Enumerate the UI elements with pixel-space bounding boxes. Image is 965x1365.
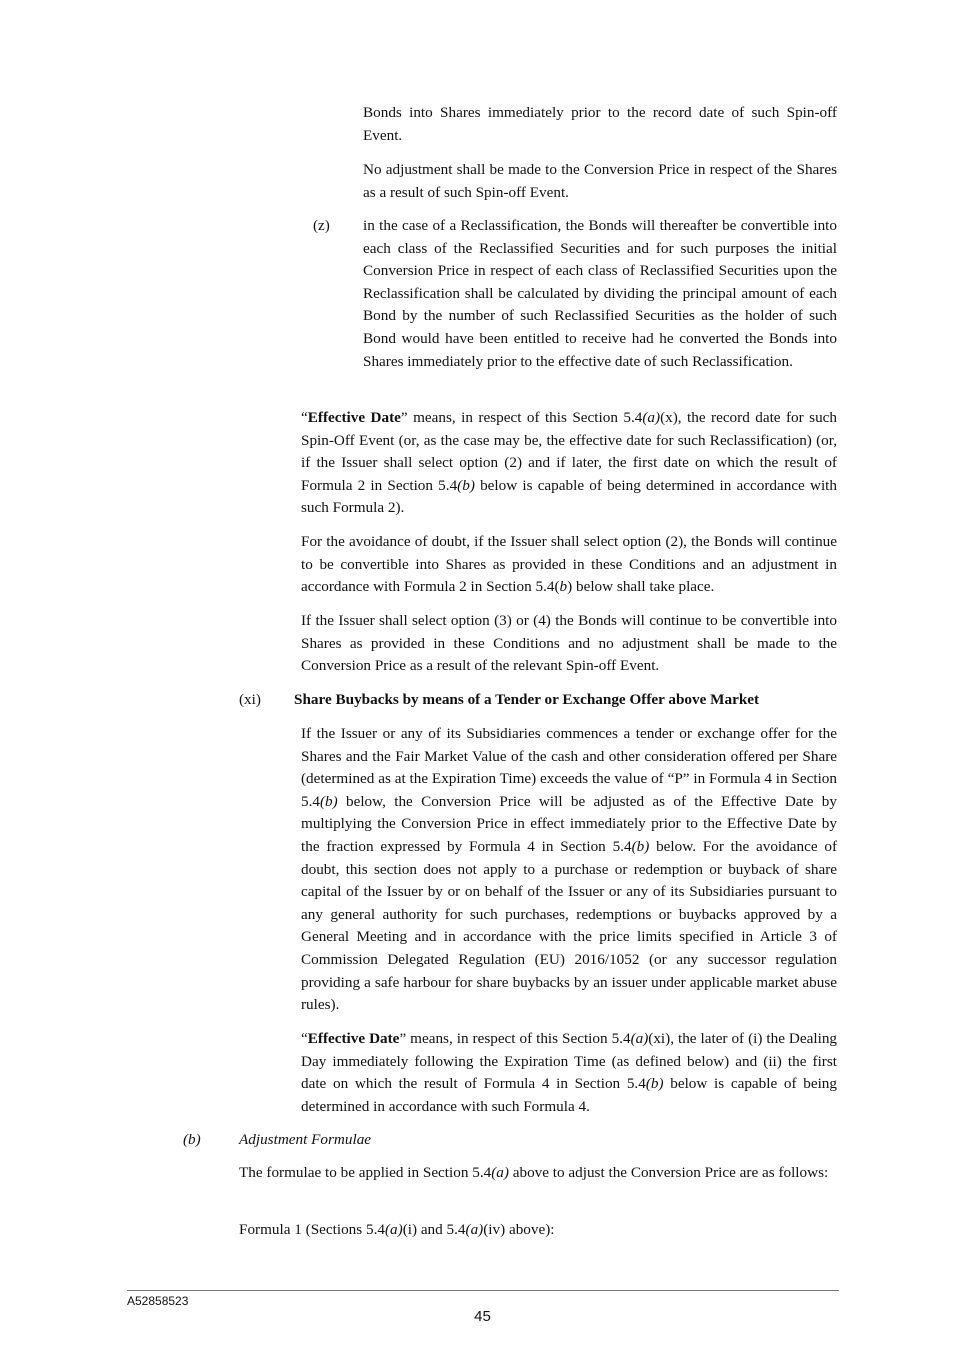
item-xi-heading: Share Buybacks by means of a Tender or Exchange Offer above Market [294, 691, 760, 708]
paragraph-avoidance-of-doubt: For the avoidance of doubt, if the Issuer shall select option (2), the Bonds will continue to be convertible into Shares as provided in these Conditions and an adjustment in accordance with Formula 2 in Section 5.4(b) below shall take place. [301, 533, 837, 596]
paragraph-formulae-intro: The formulae to be applied in Section 5.4(a) above to adjust the Conversion Price are as follows: [239, 1164, 829, 1181]
document-id: A52858523 [127, 1294, 189, 1308]
paragraph-effective-date-xi: “Effective Date” means, in respect of this Section 5.4(a)(xi), the later of (i) the Dealing Day immediately following the Expiration Time (as defined below) and (ii) the first date on which the result of Formula 4 in Section 5.4(b) below is capable of being determined in accordance with such Formula 4. [301, 1030, 838, 1115]
paragraph-effective-date-x: “Effective Date” means, in respect of this Section 5.4(a)(x), the record date for such Spin-Off Event (or, as the case may be, the effective date for such Reclassification) (or, if the Issuer shall select option (2) and if later, the first date on which the result of Formula 2 in Section 5.4(b) below is capable of being determined in accordance with such Formula 2). [301, 409, 837, 517]
footer-divider [127, 1290, 839, 1291]
section-b-heading: Adjustment Formulae [239, 1131, 372, 1148]
item-xi-label: (xi) [239, 691, 261, 708]
section-b-label: (b) [183, 1131, 201, 1148]
paragraph-option-3-4: If the Issuer shall select option (3) or (4) the Bonds will continue to be convertible into Shares as provided in these Conditions and no adjustment shall be made to the Conversion Price as a result of the relevant Spin-off Event. [301, 612, 837, 675]
defined-term: Effective Date [307, 409, 401, 426]
item-z-text: in the case of a Reclassification, the Bonds will thereafter be convertible into each class of the Reclassified Securities and for such purposes the initial Conversion Price in respect of each class of Reclassified Securities upon the Reclassification shall be calculated by dividing the principal amount of each Bond by the number of such Reclassified Securities as the holder of such Bond would have been entitled to receive had he converted the Bonds into Shares immediately prior to the effective date of such Reclassification. [363, 217, 837, 370]
paragraph-formula-1: Formula 1 (Sections 5.4(a)(i) and 5.4(a)(iv) above): [239, 1221, 555, 1238]
page-number: 45 [474, 1308, 491, 1325]
item-z-label: (z) [313, 217, 330, 234]
paragraph-no-adjustment: No adjustment shall be made to the Conversion Price in respect of the Shares as a result of such Spin-off Event. [363, 161, 837, 201]
defined-term: Effective Date [307, 1030, 400, 1047]
paragraph-spin-off-continuation: Bonds into Shares immediately prior to the record date of such Spin-off Event. [363, 104, 837, 144]
paragraph-share-buybacks: If the Issuer or any of its Subsidiaries commences a tender or exchange offer for the Shares and the Fair Market Value of the cash and other consideration offered per Share (determined as at the Expiration Time) exceeds the value of “P” in Formula 4 in Section 5.4(b) below, the Conversion Price will be adjusted as of the Effective Date by multiplying the Conversion Price in effect immediately prior to the Effective Date by the fraction expressed by Formula 4 in Section 5.4(b) below. For the avoidance of doubt, this section does not apply to a purchase or redemption or buyback of share capital of the Issuer by or on behalf of the Issuer or any of its Subsidiaries pursuant to any general authority for such purchases, redemptions or buybacks approved by a General Meeting and in accordance with the price limits specified in Article 3 of Commission Delegated Regulation (EU) 2016/1052 (or any successor regulation providing a safe harbour for share buybacks by an issuer under applicable market abuse rules). [301, 725, 837, 1014]
